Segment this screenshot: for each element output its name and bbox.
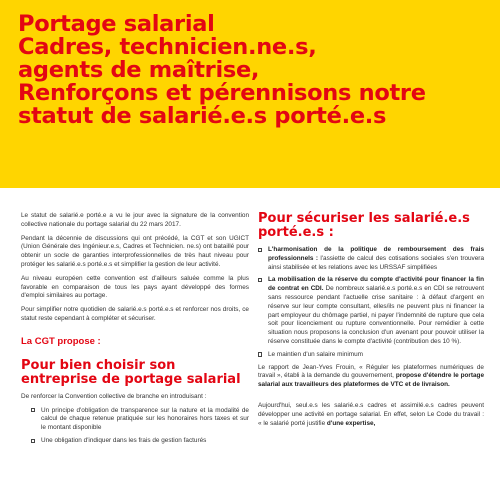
bullet-bold-text: La mobilisation de la réserve du compte d'activité pour financer la fin de contrat en CDI. — [268, 276, 484, 293]
intro-paragraph-3: Au niveau européen cette convention est d'ailleurs saluée comme la plus favorable en comparaison de tous les pays ayant développé des formes d'emploi similaires au portage. — [21, 274, 249, 300]
square-bullet-icon — [31, 439, 35, 443]
list-item — [31, 437, 249, 446]
frouin-report-paragraph — [258, 364, 484, 390]
section-title-secure — [258, 212, 484, 240]
list-item — [31, 407, 249, 433]
section-title-choose-line-1: Pour bien choisir son — [21, 357, 176, 373]
intro-paragraph-1: Le statut de salarié.e porté.e a vu le jour avec la signature de la convention collective nationale du portage salarial du 22 mars 2017. — [21, 212, 249, 228]
bullet-text: Une obligation d'indiquer dans les frais de gestion facturés — [41, 436, 207, 444]
title-line-1: Portage salarial — [18, 11, 215, 37]
current-status-paragraph — [258, 402, 484, 428]
left-column — [21, 212, 249, 450]
paragraph-text: Aujourd'hui, seul.e.s les salarié.e.s cadres et assimilé.e.s cadres peuvent développer une activité en portage salarial. En effet, selon Le Code du travail : « le salarié porté justifie — [258, 401, 484, 427]
paragraph-bold-text: propose d'étendre le portage salarial aux travailleurs des plateformes de VTC et de livraison. — [258, 372, 485, 389]
section-intro: De renforcer la Convention collective de branche en introduisant : — [21, 392, 207, 400]
section-title-secure-line-1: Pour sécuriser les salarié.e.s — [258, 211, 470, 226]
section-title-secure-line-2: porté.e.s : — [258, 225, 334, 240]
square-bullet-icon — [258, 352, 262, 356]
right-column — [258, 212, 484, 433]
square-bullet-icon — [31, 408, 35, 412]
cgt-proposal-heading: La CGT propose : — [21, 335, 101, 347]
bullet-text: Un principe d'obligation de transparence sur la nature et la modalité de calcul de chaque retenue pratiquée sur les honoraires hors taxes et sur le montant disponible — [41, 406, 249, 432]
square-bullet-icon — [258, 248, 262, 252]
list-item — [258, 246, 484, 272]
title-line-4: Renforçons et pérennisons notre — [18, 80, 426, 106]
title-line-3: agents de maîtrise, — [18, 57, 260, 83]
bullet-text: l'assiette de calcul des cotisations sociales s'en trouvera ainsi stabilisée et les relations avec les URSSAF simplifiées — [268, 254, 484, 271]
bullet-text: De nombreux salarié.e.s porté.e.s en CDI se retrouvent sans ressource pendant l'actuelle crise sanitaire : à défaut d'argent en réserve sur leur compte consultant, elles/ils ne peuvent plus ni financer la part employeur du chômage partiel, ni payer l'indemnité de rupture que cela soit pour licenciement ou rupture conventionnelle. Pour remédier à cette situation nous proposons la conclusion d'un avenant pour pouvoir utiliser la réserve constituée dans le compte d'activité (contribution des 10 %). — [268, 285, 485, 345]
section-title-choose-line-2: entreprise de portage salarial — [21, 371, 241, 387]
paragraph-text: Le rapport de Jean-Yves Frouin, « Réguler les plateformes numériques de travail », établi à la demande du gouvernement, — [258, 363, 484, 380]
list-item — [258, 276, 484, 346]
bullet-bold-text: L'harmonisation de la politique de remboursement des frais professionnels : — [268, 246, 484, 262]
title-banner — [0, 0, 500, 188]
bullet-text: Le maintien d'un salaire minimum — [268, 350, 363, 358]
title-line-2: Cadres, technicien.ne.s, — [18, 34, 317, 60]
square-bullet-icon — [258, 278, 262, 282]
paragraph-bold-text: d'une expertise, — [326, 419, 376, 427]
intro-paragraph-4: Pour simplifier notre quotidien de salarié.e.s porté.e.s et renforcer nos droits, ce statut reste cependant à compléter et sécuriser. — [21, 306, 249, 322]
section-title-choose — [21, 359, 249, 387]
title-line-5: statut de salarié.e.s porté.e.s — [18, 103, 387, 129]
intro-paragraph-2: Pendant la décennie de discussions qui ont précédé, la CGT et son UGICT (Union Générale des Ingénieur.e.s, Cadres et Technicien. ne.s) ont bataillé pour obtenir un socle de garanties interprofessionnelles de très haut niveau pour protéger les salarié.e.s porté.e.s et simplifier la gestion de leur activité. — [21, 234, 249, 268]
list-item — [258, 351, 484, 360]
